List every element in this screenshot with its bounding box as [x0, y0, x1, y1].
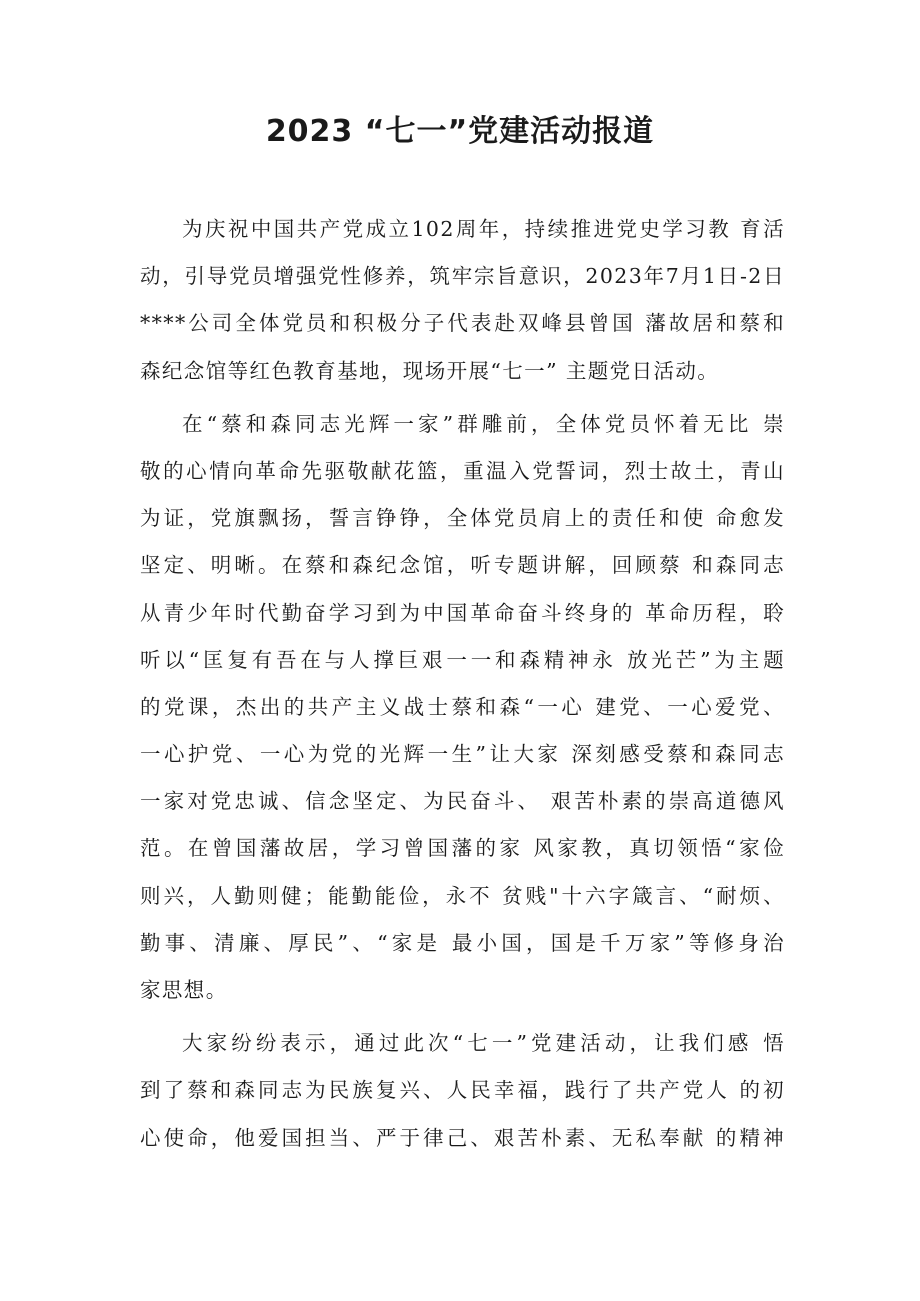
text-line: 为证，党旗飘扬，誓言铮铮，全体党员肩上的责任和使 命愈发 [140, 506, 785, 531]
text-line: 为庆祝中国共产党成立102周年，持续推进党史学习教 育活 [182, 217, 785, 241]
text-line: 家思想。 [140, 978, 228, 1002]
text-line: 一家对党忠诚、信念坚定、为民奋斗、 艰苦朴素的崇高道德风 [140, 789, 785, 814]
text-line: 听以“匡复有吾在与人撑巨艰一一和森精神永 放光芒”为主题 [140, 647, 785, 672]
text-line: 敬的心情向革命先驱敬献花篮，重温入党誓词，烈士故土，青山 [140, 458, 785, 483]
text-line: 的党课，杰出的共产主义战士蔡和森“一心 建党、一心爱党、 [140, 694, 785, 719]
text-line: 范。在曾国藩故居，学习曾国藩的家 风家教，真切领悟“家俭 [140, 836, 785, 861]
text-line: 动，引导党员增强党性修养，筑牢宗旨意识，2023年7月1日-2日 [140, 264, 785, 289]
text-line: 在“蔡和森同志光辉一家”群雕前，全体党员怀着无比 崇 [182, 411, 785, 436]
text-line: 坚定、明晰。在蔡和森纪念馆，听专题讲解，回顾蔡 和森同志 [140, 553, 785, 578]
text-line: 心使命，他爱国担当、严于律己、艰苦朴素、无私奉献 的精神 [140, 1125, 785, 1150]
paragraph-3 [140, 1020, 785, 1162]
text-line: 则兴，人勤则健；能勤能俭，永不 贫贱"十六字箴言、“耐烦、 [140, 883, 785, 908]
paragraph-1 [140, 206, 785, 395]
text-line: 从青少年时代勤奋学习到为中国革命奋斗终身的 革命历程，聆 [140, 600, 785, 625]
text-line: 到了蔡和森同志为民族复兴、人民幸福，践行了共产党人 的初 [140, 1078, 785, 1103]
document-body [140, 206, 785, 1162]
document-title: 2023 “七一”党建活动报道 [265, 114, 655, 149]
text-line: 勤事、清廉、厚民”、“家是 最小国，国是千万家”等修身治 [140, 930, 785, 955]
text-line: ****公司全体党员和积极分子代表赴双峰县曾国 藩故居和蔡和 [140, 311, 785, 336]
text-line: 一心护党、一心为党的光辉一生”让大家 深刻感受蔡和森同志 [140, 742, 785, 767]
text-line: 森纪念馆等红色教育基地，现场开展“七一” 主题党日活动。 [140, 358, 720, 383]
paragraph-2 [140, 401, 785, 1014]
text-line: 大家纷纷表示，通过此次“七一”党建活动，让我们感 悟 [182, 1031, 785, 1056]
